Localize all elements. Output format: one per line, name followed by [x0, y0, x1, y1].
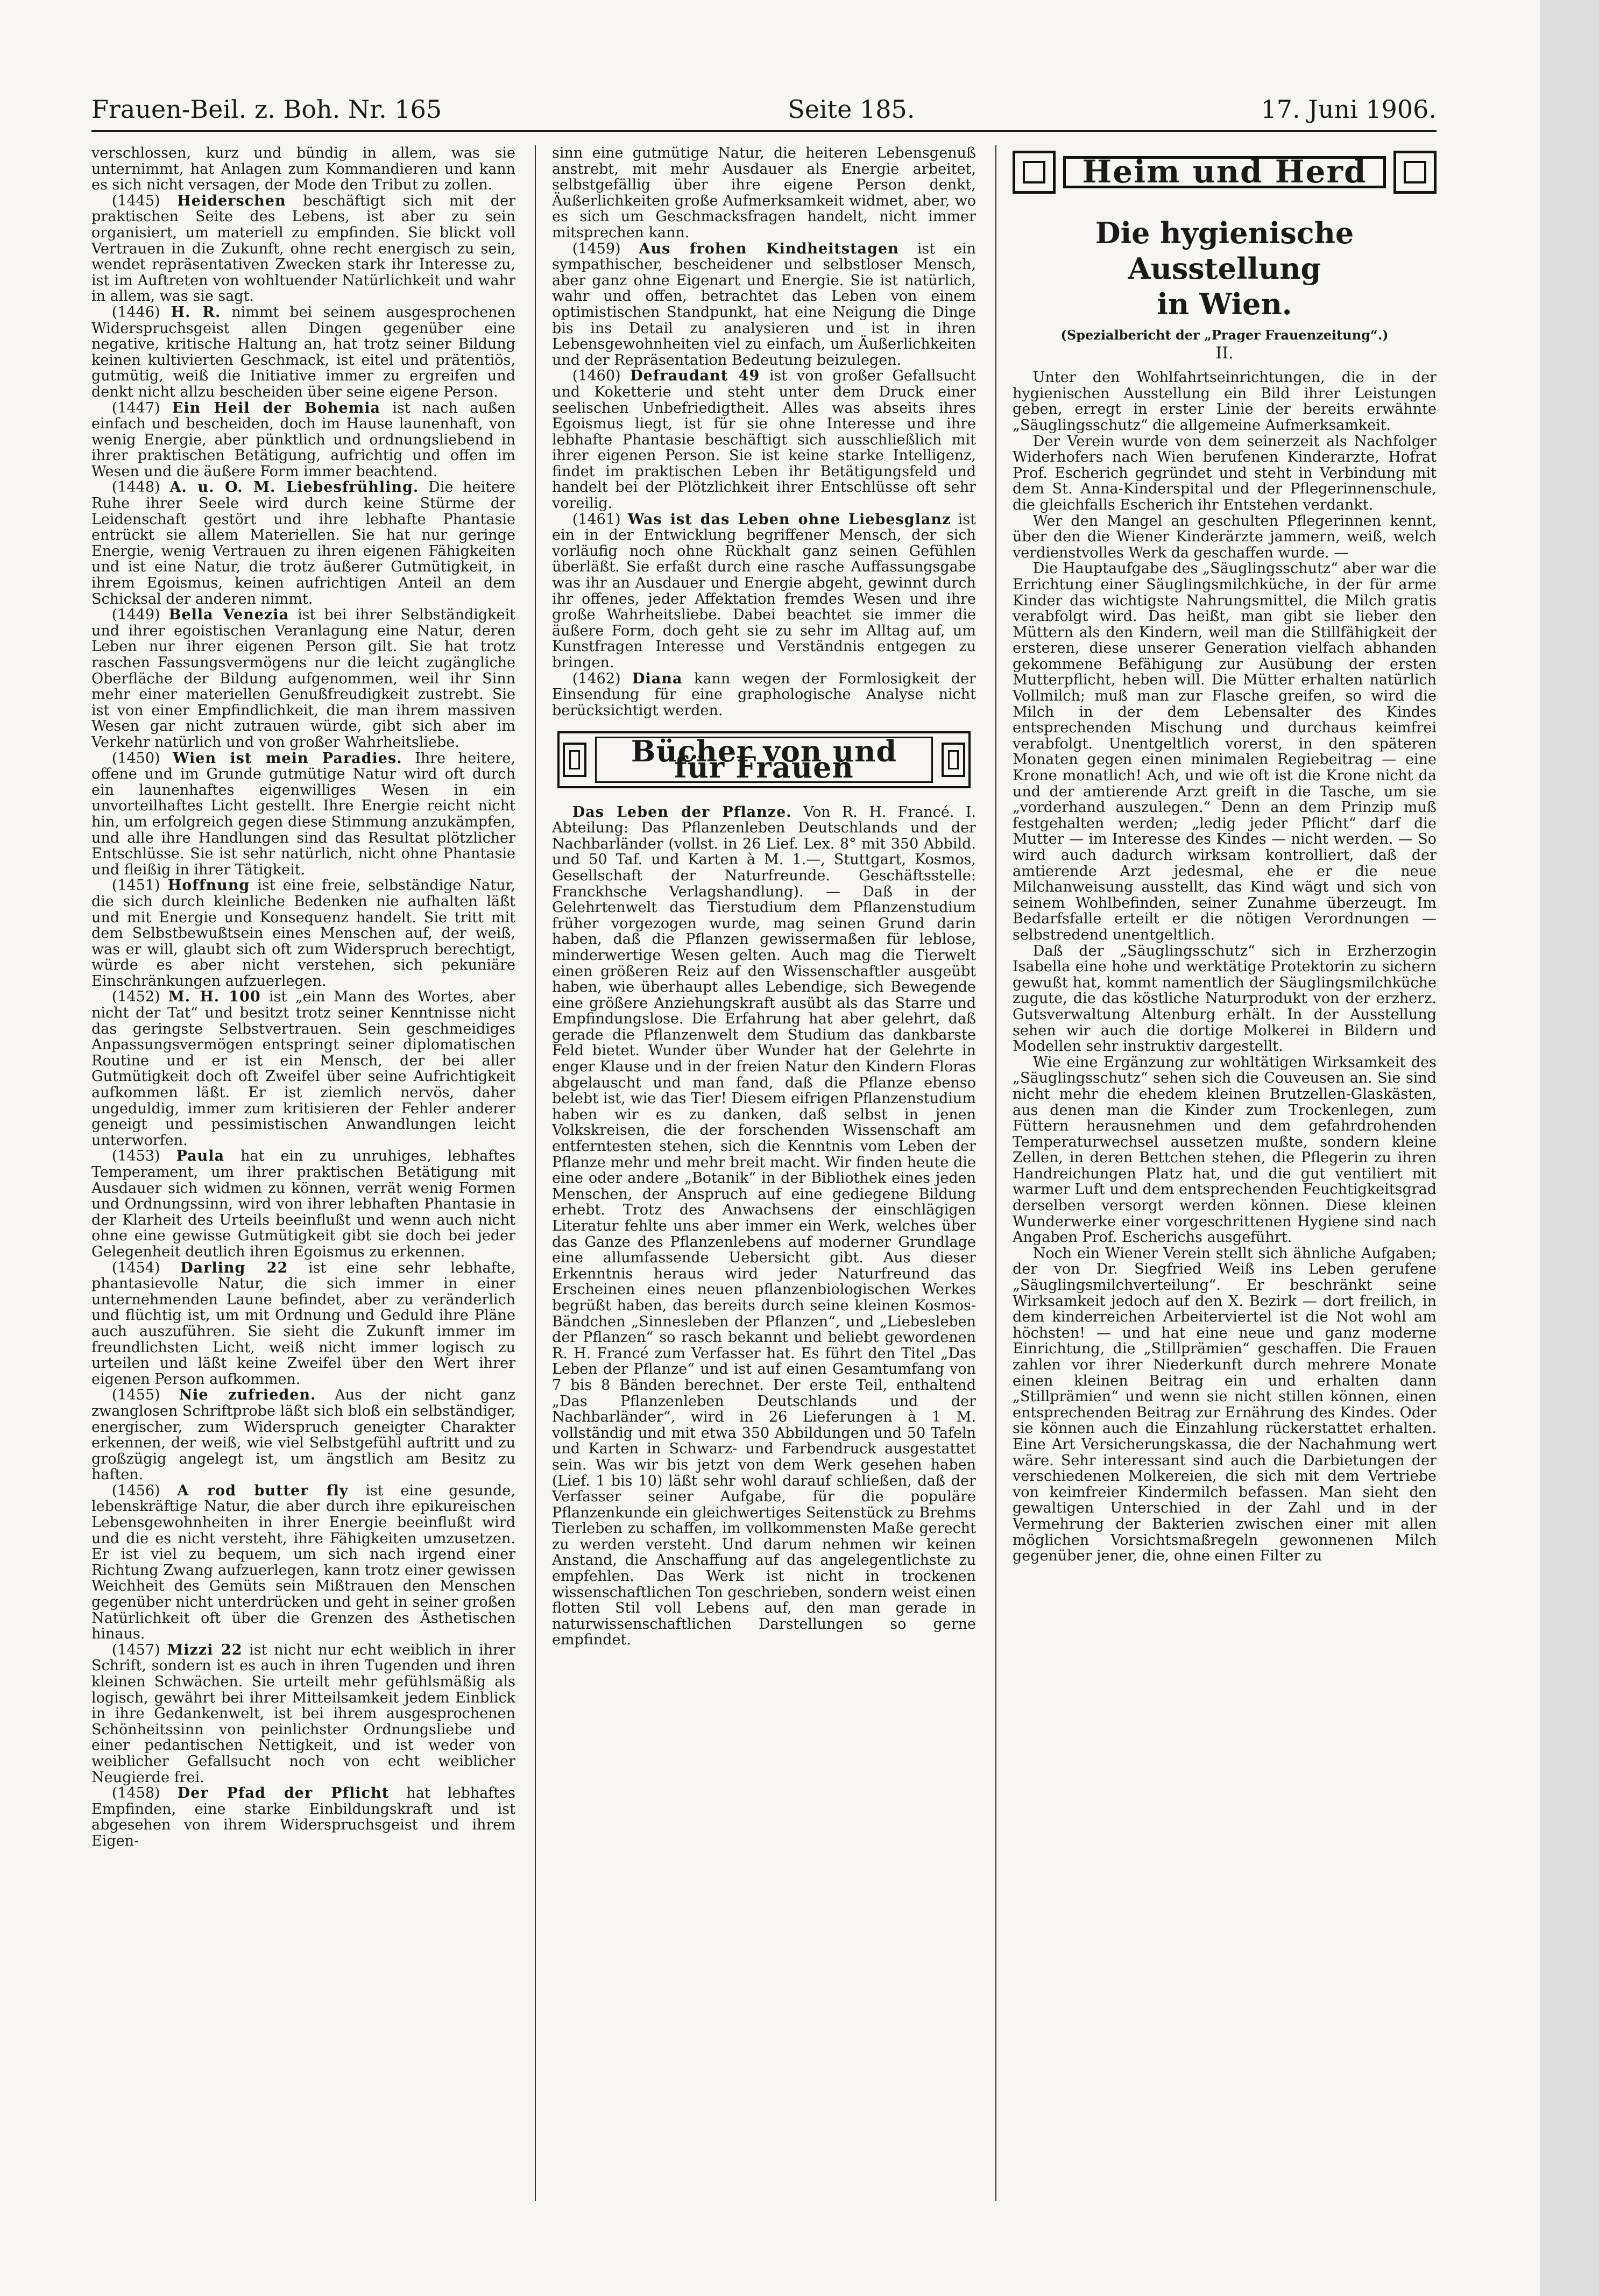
analysis-entry — [91, 1642, 515, 1785]
analysis-entry — [91, 607, 515, 750]
article-subtitle: (Spezialbericht der „Prager Frauenzeitung“.) — [1060, 327, 1389, 343]
entry-text: ist „ein Mann des Wortes, aber nicht der Tat“ und besitzt trotz seiner Kenntnisse nicht das geringste Selbstvertrauen. Sein geschmeidiges Anpassungsvermögen entspringt seiner diplomatischen Routine und er ist ein Mensch, der bei aller Gutmütigkeit doch oft Zweifel über seine Aufrichtigkeit aufkommen läßt. Er ist ziemlich nervös, daher ungeduldig, immer zum kritisieren der Fehler anderer geneigt und pessimistischen Anwandlungen leicht unterworfen. — [91, 988, 515, 1149]
entry-pseudonym: A. u. O. M. Liebesfrühling. — [169, 479, 419, 496]
entry-text: ist nicht nur echt weiblich in ihrer Schrift, sondern ist es auch in ihren Tugenden und ihren kleinen Schwächen. Sie urteilt mehr gefühlsmäßig als logisch, gewährt bei ihrer Mitteilsamkeit jedem Einblick in ihre Gedankenwelt, ist bei ihrem ausgesprochenen Schönheitssinn von peinlichster Ordnungsliebe und einer pedantischen Nettigkeit, und ist weder von weiblicher Gefallsucht noch von echt weiblicher Neugierde frei. — [91, 1641, 515, 1786]
article-title — [1013, 215, 1437, 322]
entry-pseudonym: Bella Venezia — [168, 606, 289, 624]
entry-number: (1449) — [111, 606, 160, 624]
book-review-text: Von R. H. Francé. I. Abteilung: Das Pflanzenleben Deutschlands und der Nachbarländer (vollst. in 26 Lief. Lex. 8° mit 350 Abbild. und 50 Taf. und Karten à M. 1.—, Stuttgart, Kosmos, Gesellschaft der Naturfreunde. Geschäftsstelle: Franckhsche Verlagshandlung). — Daß in der Gelehrtenwelt das Tierstudium dem Pflanzenstudium früher vorgezogen wurde, mag seinen Grund darin haben, daß die Pflanzen gewissermaßen für leblose, minderwertige Wesen gelten. Auch mag die Tierwelt einen größeren Reiz auf den Wissenschaftler ausgeübt haben, wie überhaupt alles Lebendige, sich Bewegende eine größere Anziehungskraft ausübt als das Starre und Empfindungslose. Die Erfahrung hat aber gelehrt, daß gerade die Pflanzenwelt dem Studium das dankbarste Feld bietet. Wunder über Wunder hat der Gelehrte in enger Klause und in der freien Natur den Kindern Floras abgelauscht und man fand, daß die Pflanze ebenso belebt ist, wie das Tier! Diesem eifrigen Pflanzenstudium haben wir es zu danken, daß selbst in jenen Volkskreisen, die der forschenden Wissenschaft am entferntesten stehen, sich die Kenntnis vom Leben der Pflanze mehr und mehr breit macht. Wir finden heute die eine oder andere „Botanik“ in der Bibliothek eines jeden Menschen, der Anspruch auf eine gediegene Bildung erhebt. Trotz des Anwachsens der einschlägigen Literatur fehlte uns aber immer ein Werk, welches über das Ganze des Pflanzenlebens auf moderner Grundlage eine allumfassende Uebersicht gibt. Aus dieser Erkenntnis heraus wird jeder Naturfreund das Erscheinen eines neuen pflanzenbiologischen Werkes begrüßt haben, das bereits durch seine kleinen Kosmos-Bändchen „Sinnesleben der Pflanzen“, und „Liebesleben der Pflanzen“ so rasch bekannt und beliebt gewordenen R. H. Francé zum Verfasser hat. Es führt den Titel „Das Leben der Pflanze“ und ist auf einen Gesamtumfang von 7 bis 8 Bänden berechnet. Der erste Teil, enthaltend „Das Pflanzenleben Deutschlands und der Nachbarländer“, wird in 26 Lieferungen à 1 M. vollständig und mit etwa 350 Abbildungen und 50 Tafeln und Karten in Schwarz- und Farbendruck ausgestattet sein. Was wir bis jetzt von dem Werk gesehen haben (Lief. 1 bis 10) läßt sehr wohl darauf schließen, daß der Verfasser seiner Aufgabe, für die populäre Pflanzenkunde ein gleichwertiges Seitenstück zu Brehms Tierleben zu schaffen, im vollkommensten Maße gerecht zu werden versteht. Und darum nehmen wir keinen Anstand, die Anschaffung auf das angelegentlichste zu empfehlen. Das Werk ist nicht in trockenen wissenschaftlichen Ton geschrieben, sondern weist einen flotten Stil voll Lebens auf, den man gerade in naturwissenschaftlichen Darstellungen so gerne empfindet. — [552, 803, 976, 1649]
analysis-entry — [91, 479, 515, 607]
article-paragraph: Der Verein wurde von dem seinerzeit als Nachfolger Widerhofers nach Wien berufenen Kinderarzte, Hofrat Prof. Escherich gegründet und steht in Verbindung mit dem St. Anna-Kinderspital und der Pflegerinnenschule, die gleichfalls Escherich ihr Entstehen verdankt. — [1013, 433, 1437, 513]
header-page-number: Seite 185. — [788, 95, 915, 124]
entry-number: (1451) — [111, 877, 160, 894]
entry-text: hat ein zu unruhiges, lebhaftes Temperament, um ihrer praktischen Betätigung mit Ausdauer sich widmen zu können, verrät wenig Formen und Ordnungssinn, wird von ihrer lebhaften Phantasie in der Klarheit des Urteils beeinflußt und wenn auch nicht ohne eine gewisse Gutmütigkeit gibt sie doch bei jeder Gelegenheit deutlich ihren Egoismus zu erkennen. — [91, 1148, 515, 1260]
article-part-number: II. — [1215, 343, 1234, 363]
entry-text: Die heitere Ruhe ihrer Seele wird durch keine Stürme der Leidenschaft gestört und ihre lebhafte Phantasie entrückt sie allem Materiellen. Sie hat nur geringe Energie, wenig Vertrauen zu ihren eigenen Fähigkeiten und ist eine Natur, die trotz äußerer Gutmütigkeit, in ihrem Egoismus, keinen aufrichtigen Anteil an dem Schicksal der anderen nimmt. — [91, 479, 515, 607]
entry-number: (1460) — [572, 368, 621, 385]
column-graphology-1 — [91, 145, 515, 2201]
analysis-entry — [91, 751, 515, 878]
entry-text: ist eine sehr lebhafte, phantasievolle Natur, die sich immer in einer unternehmenden Laune befindet, aber zu veränderlich und flüchtig ist, um mit Ordnung und Geduld ihre Pläne auch auszuführen. Sie sieht die Zukunft immer im freundlichsten Licht, weiß nicht immer logisch zu urteilen und läßt keine Zweifel über den Wert ihrer eigenen Person aufkommen. — [91, 1259, 515, 1388]
entry-text: kann wegen der Formlosigkeit der Einsendung für eine graphologische Analyse nicht berücksichtigt werden. — [552, 670, 976, 719]
entry-number: (1461) — [572, 511, 621, 528]
section-heading: Heim und Herd — [1063, 156, 1386, 188]
article-title-line-1: Die hygienische Ausstellung — [1095, 216, 1354, 286]
entry-pseudonym: Defraudant 49 — [630, 368, 760, 385]
ornament-icon — [942, 743, 965, 777]
analysis-entry — [91, 1260, 515, 1388]
entry-pseudonym: M. H. 100 — [168, 988, 261, 1006]
books-section-heading — [557, 731, 971, 788]
analysis-entry — [552, 512, 976, 671]
entry-pseudonym: Wien ist mein Paradies. — [173, 750, 402, 767]
book-title: Das Leben der Pflanze. — [572, 803, 792, 821]
article-paragraph: Die Hauptaufgabe des „Säuglingsschutz“ aber war die Errichtung einer Säuglingsmilchküche, in der für arme Kinder das wichtigste Nahrungsmittel, die Milch gratis verabfolgt wird. Das heißt, man gibt sie lieber den Müttern als den Kindern, weil man die Stillfähigkeit der ersteren, diese unserer Generation vielfach abhanden gekommene Befähigung zur Ausübung der ersten Mutterpflicht, heben will. Die Mütter erhalten natürlich Vollmilch; muß man zur Flasche greifen, so wird die Milch in der dem Lebensalter des Kindes entsprechenden Mischung und durchaus keimfrei verabfolgt. Unentgeltlich vorerst, in den späteren Monaten gegen einen minimalen Regiebeitrag — eine Krone monatlich! Ach, und wie oft ist die Krone nicht da und der amtierende Arzt greift in die Tasche, um sie „vorderhand auszulegen.“ Denn an dem Prinzip muß festgehalten werden; „ledig jeder Pflicht“ darf die Mutter — im Interesse des Kindes — nicht werden. — So wird auch dadurch wirksam kontrolliert, daß der amtierende Arzt jedesmal, ehe er die neue Milchanweisung ausstellt, das Kind wägt und sich von seinem Wohlbefinden, seiner Zunahme überzeugt. Im Bedarfsfalle erteilt er die nötigen Verordnungen — selbstredend unentgeltlich. — [1013, 560, 1437, 943]
ornament-icon — [563, 743, 586, 777]
entry-pseudonym: Nie zufrieden. — [179, 1387, 316, 1404]
square-ornament-icon — [1013, 151, 1056, 194]
entry-number: (1447) — [111, 399, 160, 416]
page-header — [91, 81, 1437, 124]
newspaper-page — [81, 81, 1447, 2201]
entry-pseudonym: Hoffnung — [167, 877, 250, 894]
column-graphology-2 — [535, 145, 976, 2201]
analysis-entry — [91, 1785, 515, 1849]
article-paragraph: Wie eine Ergänzung zur wohltätigen Wirksamkeit des „Säuglingsschutz“ sehen sich die Couveusen an. Sie sind nicht mehr die ehedem kleinen Brutzellen-Glaskästen, aus denen man die Kinder zum Trockenlegen, zum Füttern herausnehmen und dem gefahrdrohenden Temperaturwechsel aussetzen mußte, sondern kleine Zellen, in deren Bettchen stehen, die Pflegerin zu ihren Handreichungen Platz hat, und die gut ventiliert mit warmer Luft und dem entsprechenden Feuchtigkeitsgrad derselben versorgt werden können. Diese kleinen Wunderwerke einer vorgeschrittenen Hygiene sind nach Angaben Prof. Escherichs ausgeführt. — [1013, 1054, 1437, 1246]
entry-number: (1455) — [111, 1387, 160, 1404]
entry-pseudonym: Heiderschen — [177, 192, 286, 209]
entry-number: (1445) — [111, 192, 160, 209]
analysis-list — [91, 193, 515, 1849]
entry-text: ist ein sympathischer, bescheidener und selbstloser Mensch, aber ganz ohne Eigenart und Energie. Sie ist natürlich, wahr und offen, betrachtet das Leben von einem optimistischen Standpunkt, hat eine Neigung die Dinge bis ins Detail zu analysieren und ist in ihren Lebensgewohnheiten viel zu einfach, um Äußerlichkeiten und der Repräsentation Bedeutung beizulegen. — [552, 240, 976, 369]
entry-number: (1450) — [111, 750, 160, 767]
article-paragraph: Wer den Mangel an geschulten Pflegerinnen kennt, über den die Wiener Kinderärzte jammern, weiß, welch verdienstvolles Werk da geschaffen wurde. — — [1013, 512, 1437, 561]
header-publication: Frauen-Beil. z. Boh. Nr. 165 — [91, 95, 442, 124]
entry-pseudonym: Diana — [632, 670, 683, 687]
entry-pseudonym: Der Pfad der Pflicht — [177, 1785, 390, 1802]
entry-number: (1459) — [572, 240, 621, 257]
analysis-entry — [552, 671, 976, 719]
entry-text: Aus der nicht ganz zwanglosen Schriftprobe läßt sich bloß ein selbständiger, energischer, zum Widerspruch geneigter Charakter erkennen, der weiß, wie viel Selbstgefühl auftritt und zu großzügig angelegt ist, um ängstlich am Besitz zu haften. — [91, 1387, 515, 1483]
entry-number: (1452) — [111, 988, 160, 1006]
entry-text: ist ein in der Entwicklung begriffener Mensch, der sich vorläufig noch ohne Rückhalt ganz seinen Gefühlen überläßt. Sie erfaßt durch eine rasche Auffassungsgabe was ihr an Ausdauer und Energie abgeht, gewinnt durch ihr offenes, jeder Affektation fremdes Wesen und ihre große Wahrheitsliebe. Dabei beachtet sie immer die äußere Form, doch geht sie zu sehr im Alltag auf, um Kunstfragen Interesse und Verständnis entgegen zu bringen. — [552, 511, 976, 671]
entry-text: ist von großer Gefallsucht und Koketterie und steht unter dem Druck einer seelischen Unbefriedigtheit. Alles was abseits ihres Egoismus liegt, ist für sie ohne Interesse und ihre lebhafte Phantasie beschäftigt sich ausschließlich mit ihrer eigenen Person. Sie ist keine starke Intelligenz, findet im praktischen Leben ihr Betätigungsfeld und handelt bei der Plötzlichkeit ihrer Entschlüsse oft sehr voreilig. — [552, 368, 976, 512]
square-ornament-icon — [1393, 151, 1437, 194]
analysis-list — [552, 241, 976, 719]
entry-text: ist eine freie, selbständige Natur, die sich durch kleinliche Bedenken nie aufhalten läßt und mit Energie und Konsequenz handelt. Sie tritt mit dem Selbstbewußtsein eines Menschen auf, der weiß, was er will, glaubt sich oft zum Widerspruch berechtigt, würde es aber nicht verstehen, sich pekuniäre Einschränkungen aufzuerlegen. — [91, 877, 515, 990]
article-body — [1013, 370, 1437, 1564]
entry-text: ist eine gesunde, lebenskräftige Natur, die aber durch ihre epikureischen Lebensgewohnheiten in ihrer Energie beeinflußt wird und die es nicht versteht, ihre Fähigkeiten umzusetzen. Er ist viel zu bequem, um sich nach irgend einer Richtung Zwang aufzuerlegen, kann trotz einer gewissen Weichheit des Gemüts sein Mißtrauen den Menschen gegenüber nicht unterdrücken und geht in seiner großen Natürlichkeit oft über die Grenzen des Ästhetischen hinaus. — [91, 1482, 515, 1643]
analysis-entry — [91, 400, 515, 480]
analysis-entry — [552, 368, 976, 511]
entry-number: (1462) — [572, 670, 621, 687]
article-paragraph: Noch ein Wiener Verein stellt sich ähnliche Aufgaben; der von Dr. Siegfried Weiß ins Leben gerufene „Säuglingsmilchverteilung“. Er beschränkt seine Wirksamkeit jedoch auf den X. Bezirk — dort freilich, in dem kinderreichen Arbeiterviertel ist die Not wohl am höchsten! — und hat eine neue und ganz moderne Einrichtung, die „Stillprämien“ geschaffen. Die Frauen zahlen vor ihrer Niederkunft durch mehrere Monate einen kleinen Beitrag ein und erhalten dann „Stillprämien“ und wenn sie nicht stillen können, einen entsprechenden Beitrag zur Ernährung des Kindes. Oder sie können auch die Einzahlung rückerstattet erhalten. Eine Art Versicherungskassa, die der Nachahmung wert wäre. Sehr interessant sind auch die Darbietungen der verschiedenen Molkereien, die sich mit dem Vertriebe von keimfreier Kindermilch befassen. Man sieht den gewaltigen Unterschied in der Zahl und in der Vermehrung der Bakterien zwischen einer mit allen möglichen Vorsichtsmaßregeln gewonnenen Milch gegenüber jener, die, ohne einen Filter zu — [1013, 1245, 1437, 1565]
header-date: 17. Juni 1906. — [1261, 95, 1437, 124]
entry-number: (1448) — [111, 479, 160, 496]
entry-number: (1453) — [111, 1148, 160, 1165]
entry-number: (1446) — [111, 303, 160, 321]
article-paragraph: Unter den Wohlfahrtseinrichtungen, die in der hygienischen Ausstellung ein Bild ihrer Leistungen geben, erregt in erster Linie der bereits erwähnte „Säuglingsschutz“ die allgemeine Aufmerksamkeit. — [1013, 369, 1437, 434]
entry-text: ist bei ihrer Selbständigkeit und ihrer egoistischen Veranlagung eine Natur, deren Leben nur ihrer eigenen Person gilt. Sie hat trotz raschen Fassungsvermögens nur die leicht zugängliche Oberfläche der Bildung aufgenommen, weil ihr Sinn mehr einer materiellen Genußfreudigkeit zustrebt. Sie ist von einer Empfindlichkeit, die man ihrem massiven Wesen gar nicht zutrauen würde, gibt sich aber im Verkehr natürlich und von großer Wahrheitsliebe. — [91, 606, 515, 751]
book-review — [552, 804, 976, 1648]
entry-pseudonym: Aus frohen Kindheitstagen — [639, 240, 899, 257]
entry-pseudonym: H. R. — [171, 303, 221, 321]
columns — [91, 145, 1437, 2201]
entry-text: ist nach außen einfach und bescheiden, doch im Hause launenhaft, von wenig Energie, aber pünktlich und ordnungsliebend in ihrer praktischen Betätigung, aufrichtig und offen im Wesen und die äußere Form immer beachtend. — [91, 399, 515, 480]
analysis-entry — [91, 1387, 515, 1483]
entry-text: Ihre heitere, offene und im Grunde gutmütige Natur wird oft durch ein launenhaftes eigenwilliges Wesen in ein unvorteilhaftes Licht gestellt. Ihre Energie reicht nicht hin, um erfolgreich gegen diese Stimmung anzukämpfen, und alle ihre Handlungen sind das Resultat plötzlicher Entschlüsse. Sie ist sehr natürlich, nicht ohne Phantasie und fleißig in ihrer Tätigkeit. — [91, 750, 515, 878]
column-heim-und-herd — [995, 145, 1437, 2201]
entry-text: hat lebhaftes Empfinden, eine starke Einbildungskraft und ist abgesehen von ihrem Widerspruchsgeist und ihrem Eigen- — [91, 1785, 515, 1849]
continued-text: verschlossen, kurz und bündig in allem, was sie unternimmt, hat Anlagen zum Kommandieren und kann es sich nicht versagen, der Mode den Tribut zu zollen. — [91, 145, 515, 194]
entry-number: (1458) — [111, 1785, 160, 1802]
entry-number: (1454) — [111, 1259, 160, 1276]
entry-pseudonym: Paula — [176, 1148, 225, 1165]
entry-pseudonym: Darling 22 — [180, 1259, 288, 1276]
header-rule — [91, 130, 1437, 132]
books-heading-label: Bücher von und für Frauen — [595, 737, 933, 782]
entry-number: (1456) — [111, 1482, 160, 1499]
article-title-line-2: in Wien. — [1157, 287, 1292, 321]
entry-text: nimmt bei seinem ausgesprochenen Widerspruchsgeist allen Dingen gegenüber eine negative, kritische Haltung an, hat trotz seiner Bildung keinen kultivierten Geschmack, ist eitel und prätentiös, gutmütig, weiß die Initiative immer zu ergreifen und denkt nicht allzu bescheiden über seine eigene Person. — [91, 303, 515, 400]
analysis-entry — [552, 241, 976, 369]
entry-pseudonym: Mizzi 22 — [167, 1641, 243, 1658]
continued-text: sinn eine gutmütige Natur, die heiteren Lebensgenuß anstrebt, mit mehr Ausdauer als Energie arbeitet, selbstgefällig über ihre eigene Person denkt, Äußerlichkeiten große Aufmerksamkeit widmet, aber, wo es sich um Geschmacksfragen handelt, nicht immer mitsprechen kann. — [552, 145, 976, 241]
entry-text: beschäftigt sich mit der praktischen Seite des Lebens, ist aber zu sein organisiert, um materiell zu empfinden. Sie blickt voll Vertrauen in die Zukunft, ohne recht energisch zu sein, wendet repräsentativen Zwecken stark ihr Interesse zu, ist im Auftreten von wohltuender Natürlichkeit und wahr in allem, was sie sagt. — [91, 192, 515, 305]
article-paragraph: Daß der „Säuglingsschutz“ sich in Erzherzogin Isabella eine hohe und werktätige Protektorin zu sichern gewußt hat, kommt namentlich der Säuglingsmilchküche zugute, die das köstliche Naturprodukt von der erzherz. Gutsverwaltung Altenburg erhält. In der Ausstellung sehen wir auch die dortige Molkerei in Bildern und Modellen sehr instruktiv dargestellt. — [1013, 942, 1437, 1055]
entry-pseudonym: A rod butter fly — [177, 1482, 349, 1499]
analysis-entry — [91, 989, 515, 1148]
analysis-entry — [91, 1483, 515, 1642]
analysis-entry — [91, 878, 515, 989]
entry-pseudonym: Was ist das Leben ohne Liebesglanz — [627, 511, 951, 528]
section-heading-box — [1013, 151, 1437, 194]
entry-number: (1457) — [111, 1641, 160, 1658]
analysis-entry — [91, 1148, 515, 1260]
scan-edge — [1540, 0, 1599, 2296]
analysis-entry — [91, 193, 515, 305]
entry-pseudonym: Ein Heil der Bohemia — [172, 399, 380, 416]
analysis-entry — [91, 305, 515, 400]
